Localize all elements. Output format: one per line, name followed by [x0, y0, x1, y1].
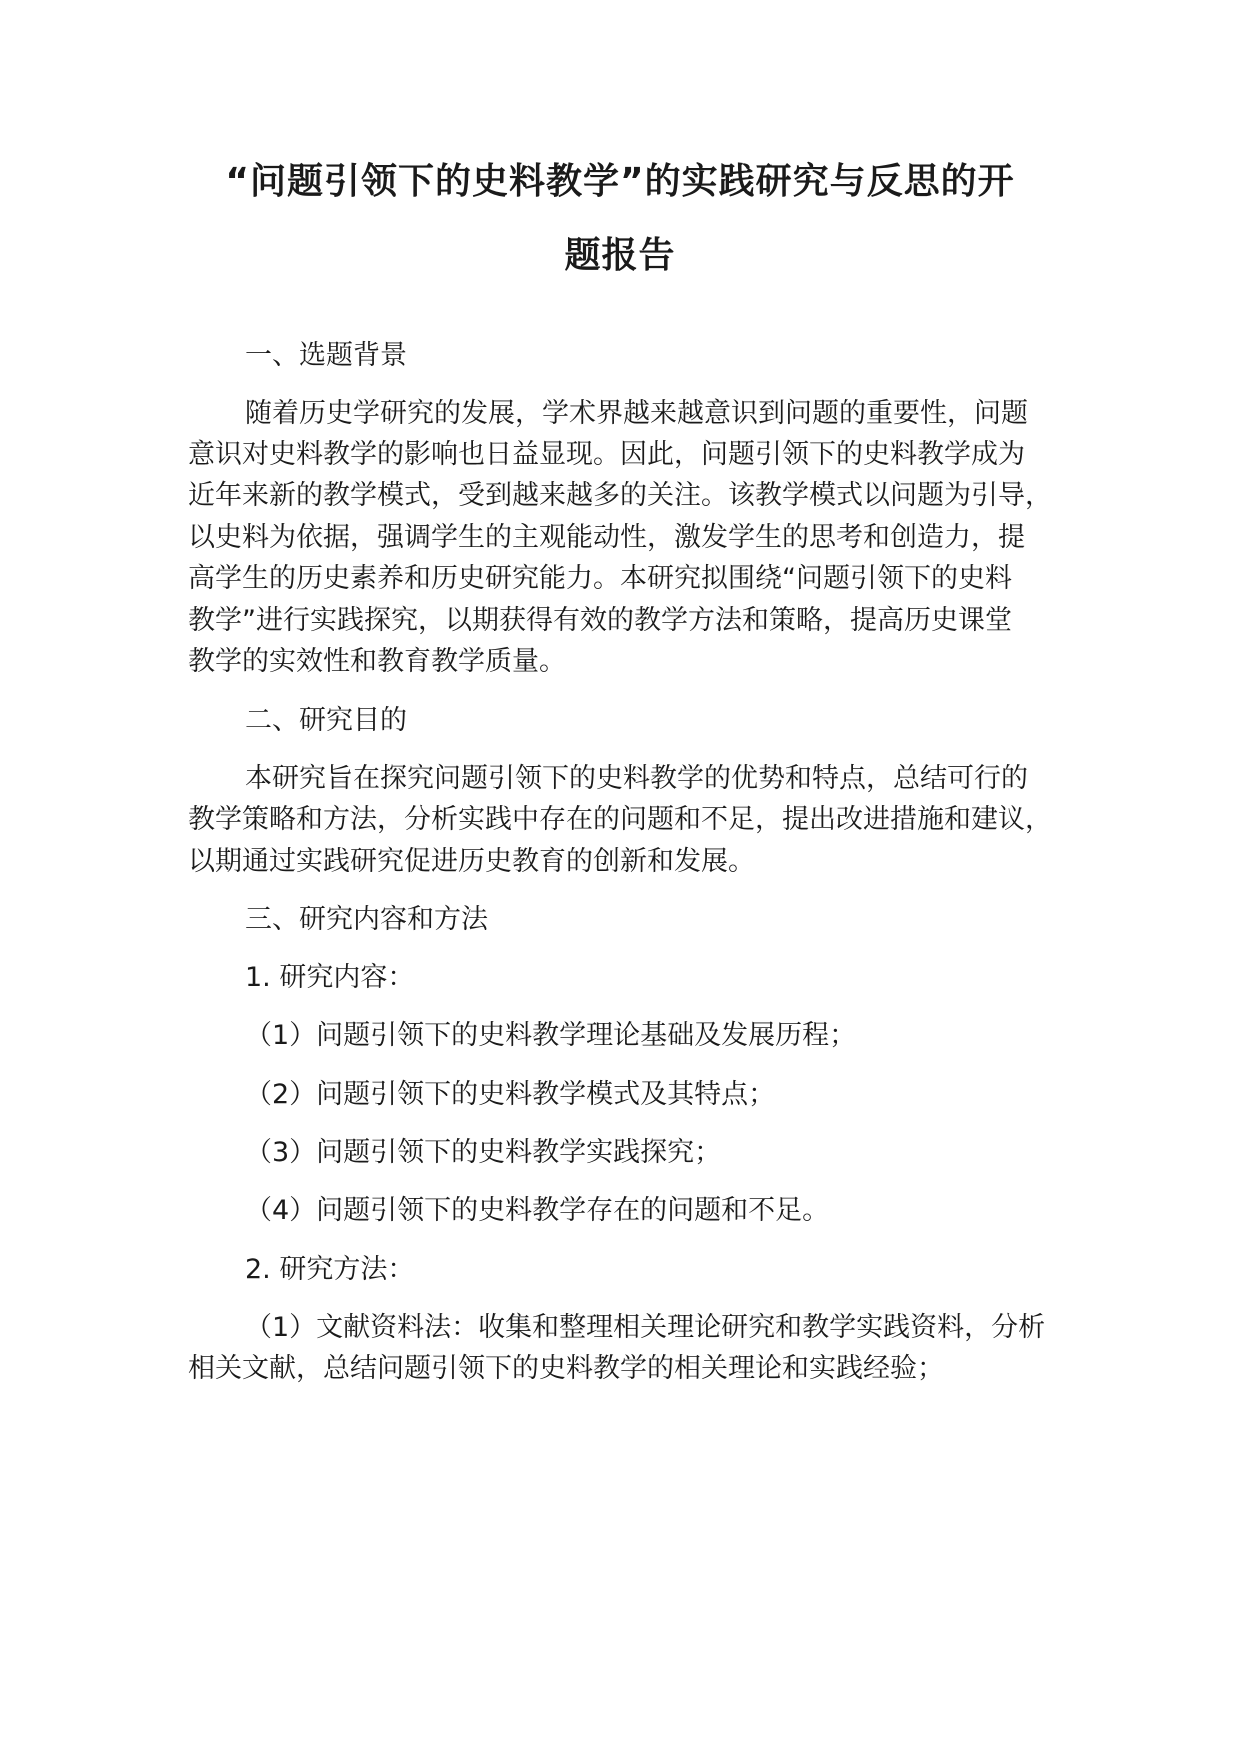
section-heading-content-methods: 三、研究内容和方法 — [245, 904, 488, 935]
paragraph-line: 本研究旨在探究问题引领下的史料教学的优势和特点，总结可行的 — [245, 763, 1028, 794]
list-item: （2）问题引领下的史料教学模式及其特点； — [245, 1079, 776, 1110]
paragraph-line: 近年来新的教学模式，受到越来越多的关注。该教学模式以问题为引导， — [188, 480, 1052, 511]
subheading-research-content: 1. 研究内容： — [245, 962, 415, 993]
paragraph-line: 以史料为依据，强调学生的主观能动性，激发学生的思考和创造力，提 — [188, 522, 1025, 553]
paragraph-line: 以期通过实践研究促进历史教育的创新和发展。 — [188, 846, 755, 877]
section-heading-purpose: 二、研究目的 — [245, 705, 407, 736]
list-item: （3）问题引领下的史料教学实践探究； — [245, 1137, 722, 1168]
paragraph-line: 教学策略和方法，分析实践中存在的问题和不足，提出改进措施和建议， — [188, 804, 1052, 835]
paragraph-line: 教学”进行实践探究，以期获得有效的教学方法和策略，提高历史课堂 — [188, 605, 1012, 636]
document-title-line-2: 题报告 — [564, 235, 676, 276]
list-item: （4）问题引领下的史料教学存在的问题和不足。 — [245, 1195, 830, 1226]
subheading-research-methods: 2. 研究方法： — [245, 1254, 415, 1285]
paragraph-line: 随着历史学研究的发展，学术界越来越意识到问题的重要性，问题 — [245, 398, 1028, 429]
paragraph-line: （1）文献资料法：收集和整理相关理论研究和教学实践资料，分析 — [245, 1312, 1046, 1343]
paragraph-line: 高学生的历史素养和历史研究能力。本研究拟围绕“问题引领下的史料 — [188, 563, 1012, 594]
paragraph-line: 教学的实效性和教育教学质量。 — [188, 646, 566, 677]
list-item: （1）问题引领下的史料教学理论基础及发展历程； — [245, 1020, 857, 1051]
paragraph-line: 相关文献，总结问题引领下的史料教学的相关理论和实践经验； — [188, 1353, 944, 1384]
paragraph-line: 意识对史料教学的影响也日益显现。因此，问题引领下的史料教学成为 — [188, 439, 1025, 470]
document-title-line-1: “问题引领下的史料教学”的实践研究与反思的开 — [225, 161, 1015, 202]
section-heading-background: 一、选题背景 — [245, 340, 407, 371]
